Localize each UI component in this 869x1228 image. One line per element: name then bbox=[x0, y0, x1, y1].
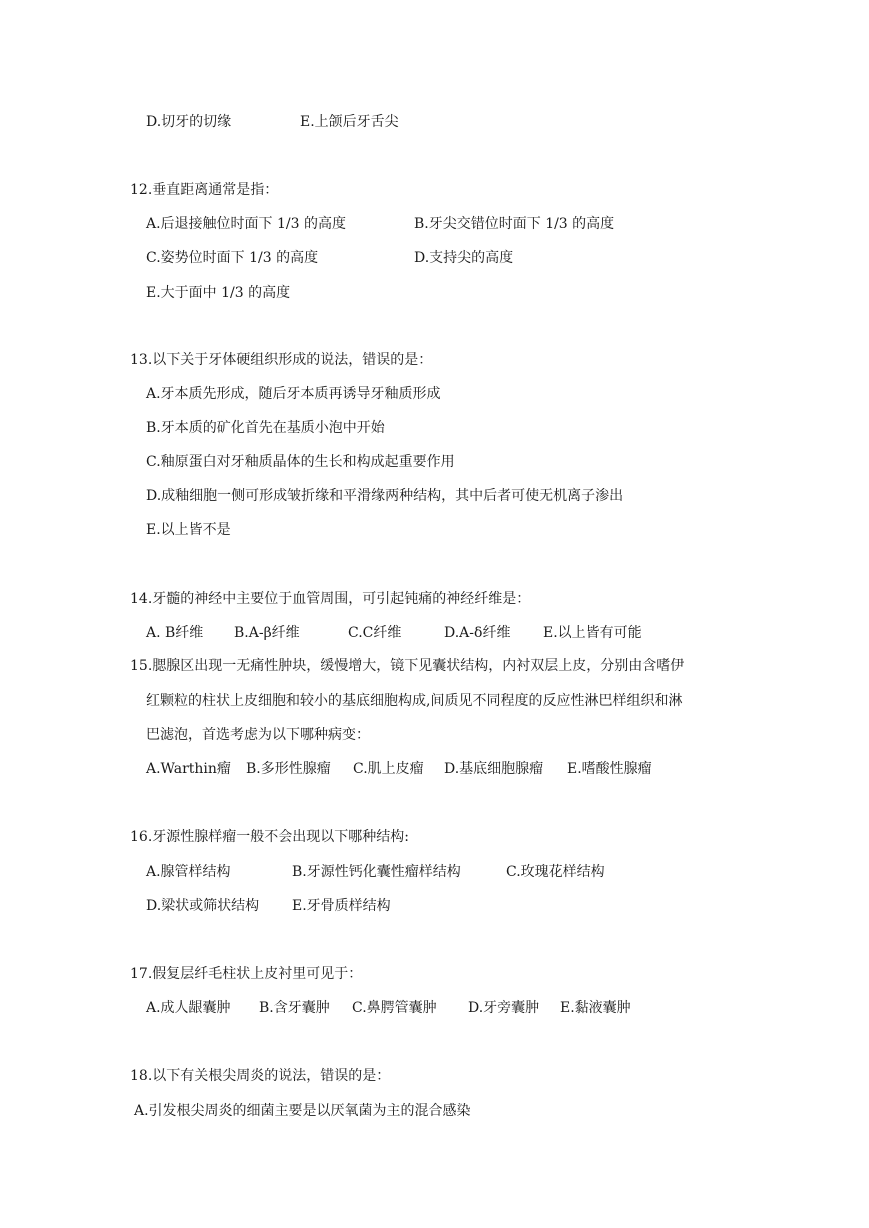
q14-stem: 14.牙髓的神经中主要位于血管周围，可引起钝痛的神经纤维是： bbox=[130, 591, 531, 607]
q13-option-a: A.牙本质先形成，随后牙本质再诱导牙釉质形成 bbox=[146, 386, 441, 402]
q14-option-c: C.C纤维 bbox=[348, 625, 402, 641]
q18-stem: 18.以下有关根尖周炎的说法，错误的是： bbox=[130, 1068, 391, 1084]
q16-stem: 16.牙源性腺样瘤一般不会出现以下哪种结构: bbox=[130, 829, 409, 845]
q12-option-a: A.后退接触位时面下 1/3 的高度 bbox=[146, 216, 346, 232]
q13-option-d: D.成釉细胞一侧可形成皱折缘和平滑缘两种结构，其中后者可使无机离子渗出 bbox=[146, 488, 624, 504]
q17-option-e: E.黏液囊肿 bbox=[560, 1000, 631, 1016]
q12-option-d: D.支持尖的高度 bbox=[414, 250, 514, 266]
q15-option-d: D.基底细胞腺瘤 bbox=[444, 761, 544, 777]
q11-option-d: D.切牙的切缘 bbox=[146, 114, 232, 130]
q17-option-c: C.鼻腭管囊肿 bbox=[352, 1000, 437, 1016]
q15-stem-line-1: 15.腮腺区出现一无痛性肿块，缓慢增大，镜下见囊状结构，内衬双层上皮，分别由含嗜伊 bbox=[130, 658, 685, 674]
q13-option-b: B.牙本质的矿化首先在基质小泡中开始 bbox=[146, 420, 385, 436]
q15-option-b: B.多形性腺瘤 bbox=[246, 761, 331, 777]
q15-option-e: E.嗜酸性腺瘤 bbox=[567, 761, 652, 777]
q11-option-e: E.上颌后牙舌尖 bbox=[300, 114, 399, 130]
q15-stem-line-3: 巴滤泡，首选考虑为以下哪种病变： bbox=[146, 727, 370, 743]
q12-option-c: C.姿势位时面下 1/3 的高度 bbox=[146, 250, 319, 266]
q16-option-d: D.梁状或筛状结构 bbox=[146, 898, 260, 914]
q14-option-a: A. B纤维 bbox=[146, 625, 204, 641]
q16-option-e: E.牙骨质样结构 bbox=[292, 898, 391, 914]
q12-stem: 12.垂直距离通常是指： bbox=[130, 182, 279, 198]
q13-option-e: E.以上皆不是 bbox=[146, 522, 231, 538]
q14-option-b: B.A-β纤维 bbox=[234, 625, 300, 641]
q15-option-c: C.肌上皮瘤 bbox=[353, 761, 424, 777]
q14-option-e: E.以上皆有可能 bbox=[543, 625, 642, 641]
q16-option-a: A.腺管样结构 bbox=[146, 864, 231, 880]
q18-option-a: A.引发根尖周炎的细菌主要是以厌氧菌为主的混合感染 bbox=[134, 1103, 471, 1119]
q17-option-b: B.含牙囊肿 bbox=[259, 1000, 330, 1016]
q15-stem-line-2: 红颗粒的柱状上皮细胞和较小的基底细胞构成,间质见不同程度的反应性淋巴样组织和淋 bbox=[146, 693, 683, 709]
q12-option-b: B.牙尖交错位时面下 1/3 的高度 bbox=[414, 216, 615, 232]
q16-option-c: C.玫瑰花样结构 bbox=[506, 864, 605, 880]
q17-stem: 17.假复层纤毛柱状上皮衬里可见于： bbox=[130, 966, 363, 982]
q13-option-c: C.釉原蛋白对牙釉质晶体的生长和构成起重要作用 bbox=[146, 454, 455, 470]
q16-option-b: B.牙源性钙化囊性瘤样结构 bbox=[292, 864, 461, 880]
q15-option-a: A.Warthin瘤 bbox=[146, 761, 231, 777]
q17-option-d: D.牙旁囊肿 bbox=[468, 1000, 540, 1016]
q17-option-a: A.成人龈囊肿 bbox=[146, 1000, 231, 1016]
q13-stem: 13.以下关于牙体硬组织形成的说法，错误的是： bbox=[130, 352, 433, 368]
q14-option-d: D.A-δ纤维 bbox=[444, 625, 511, 641]
q12-option-e: E.大于面中 1/3 的高度 bbox=[146, 285, 291, 301]
